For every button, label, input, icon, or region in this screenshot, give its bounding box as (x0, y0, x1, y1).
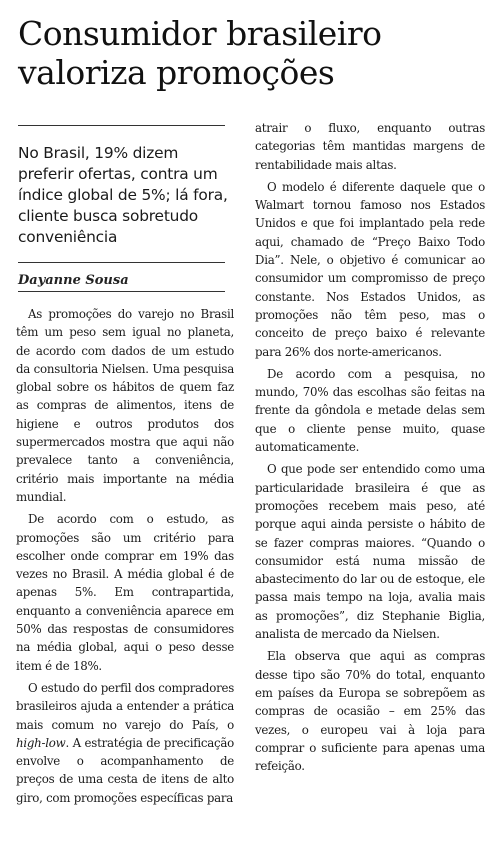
column-left (16, 305, 234, 811)
paragraph: De acordo com a pesquisa, no mundo, 70% das escolhas são feitas na frente da gôndola e metade delas sem que o cliente pense muito, quase automaticamente. (255, 366, 485, 455)
italic-term: high-low (16, 735, 66, 750)
divider-deck (18, 262, 225, 263)
column-right (255, 119, 485, 779)
divider-byline (18, 291, 225, 292)
paragraph: De acordo com o estudo, as promoções são um critério para escolher onde comprar em 19% das vezes no Brasil. A média global é de apenas 5%. Em contrapartida, enquanto a conveniência aparece em 50% das respostas de consumidores na média global, aqui o peso desse item é de 18%. (16, 512, 234, 673)
paragraph: O modelo é diferente daquele que o Walmart tornou famoso nos Estados Unidos e que foi implantado pela rede aqui, chamado de “Preço Baixo Todo Dia”. Nele, o objetivo é comunicar ao consumidor um compromisso de preço constante. Nos Estados Unidos, as promoções não têm peso, mas o conceito de preço baixo é relevante para 26% dos norte-americanos. (255, 179, 485, 359)
paragraph: Ela observa que aqui as compras desse tipo são 70% do total, enquanto em países da Europa se sobrepõem as compras de ocasião – em 25% das vezes, o europeu vai à loja para comprar o suficiente para apenas uma refeição. (255, 649, 485, 774)
headline (18, 14, 488, 92)
headline-line-1: Consumidor brasileiro (18, 14, 382, 53)
paragraph: As promoções do varejo no Brasil têm um peso sem igual no planeta, de acordo com dados de um estudo da consultoria Nielsen. Uma pesquisa global sobre os hábitos de quem faz as compras de alimentos, itens de higiene e outros produtos dos supermercados mostra que aqui não prevalece tanto a conveniência, critério mais importante na média mundial. (16, 307, 234, 504)
article-deck: No Brasil, 19% dizem preferir ofertas, contra um índice global de 5%; lá fora, cliente busca sobretudo conveniência (18, 144, 228, 246)
paragraph: O que pode ser entendido como uma particularidade brasileira é que as promoções recebem mais peso, até porque aqui ainda persiste o hábito de se fazer compras maiores. “Quando o consumidor está numa missão de abastecimento do lar ou de estoque, ele passa mais tempo na loja, avalia mais as promoções”, diz Stephanie Biglia, analista de mercado da Nielsen. (255, 462, 485, 642)
byline: Dayanne Sousa (18, 273, 129, 288)
divider-top (18, 125, 225, 126)
paragraph-text: . A estratégia de precificação envolve o acompanhamento de preços de uma cesta de itens de alto giro, com promoções específicas para (16, 735, 234, 805)
headline-line-2: valoriza promoções (18, 53, 335, 92)
paragraph (16, 679, 234, 807)
paragraph-continued: atrair o fluxo, enquanto outras categorias têm mantidas margens de rentabilidade mais altas. (255, 121, 485, 172)
paragraph-text: O estudo do perfil dos compradores brasileiros ajuda a entender a prática mais comum no varejo do País, o (16, 680, 234, 732)
